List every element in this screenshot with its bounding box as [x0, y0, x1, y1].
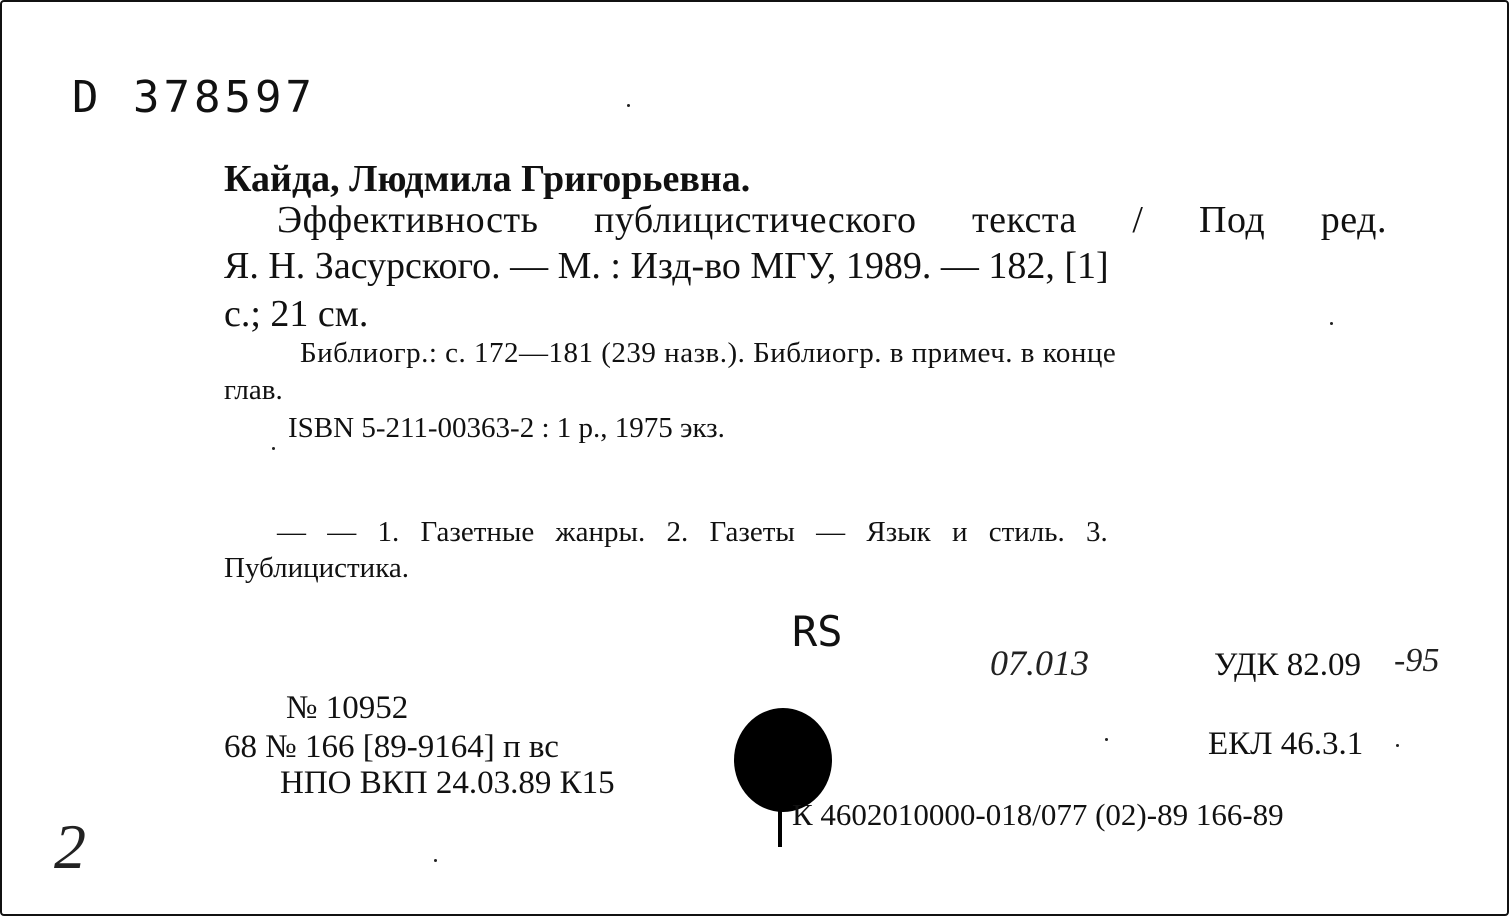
speck	[627, 104, 630, 107]
handwritten-mark: 2	[54, 811, 86, 882]
speck	[1105, 738, 1108, 741]
record-number: № 10952	[286, 690, 409, 726]
bibliography-note-line-2: глав.	[224, 374, 283, 406]
inventory-number: D 378597	[72, 72, 316, 123]
speck	[1396, 744, 1399, 747]
isbn-line: ISBN 5-211-00363-2 : 1 р., 1975 экз.	[288, 412, 725, 444]
ink-blot-drip	[778, 807, 782, 847]
bibliography-note-line-1: Библиогр.: с. 172—181 (239 назв.). Библиогр. в примеч. в конце	[300, 337, 1117, 369]
title-line-2: Я. Н. Засурского. — М. : Изд-во МГУ, 1989. — 182, [1]	[224, 245, 1109, 287]
ekl-code: ЕКЛ 46.3.1	[1208, 726, 1364, 762]
title-line-3: с.; 21 см.	[224, 293, 369, 335]
price-code: К 4602010000-018/077 (02)-89 166-89	[792, 797, 1284, 832]
author-name: Кайда, Людмила Григорьевна.	[224, 158, 751, 200]
order-line: 68 № 166 [89-9164] п вс	[224, 729, 559, 765]
udk-code: УДК 82.09	[1214, 647, 1362, 683]
subjects-line-1: — — 1. Газетные жанры. 2. Газеты — Язык и стиль. 3.	[277, 516, 1108, 548]
title-line-1: Эффективность публицистического текста / Под ред.	[277, 199, 1387, 241]
language-code: RS	[792, 607, 843, 656]
subjects-line-2: Публицистика.	[224, 552, 409, 584]
speck	[434, 859, 437, 862]
speck	[272, 447, 275, 450]
speck	[1330, 322, 1333, 325]
handwritten-udk-suffix: -95	[1394, 642, 1440, 679]
publisher-line: НПО ВКП 24.03.89 К15	[280, 765, 615, 801]
handwritten-classification-code: 07.013	[990, 643, 1089, 683]
